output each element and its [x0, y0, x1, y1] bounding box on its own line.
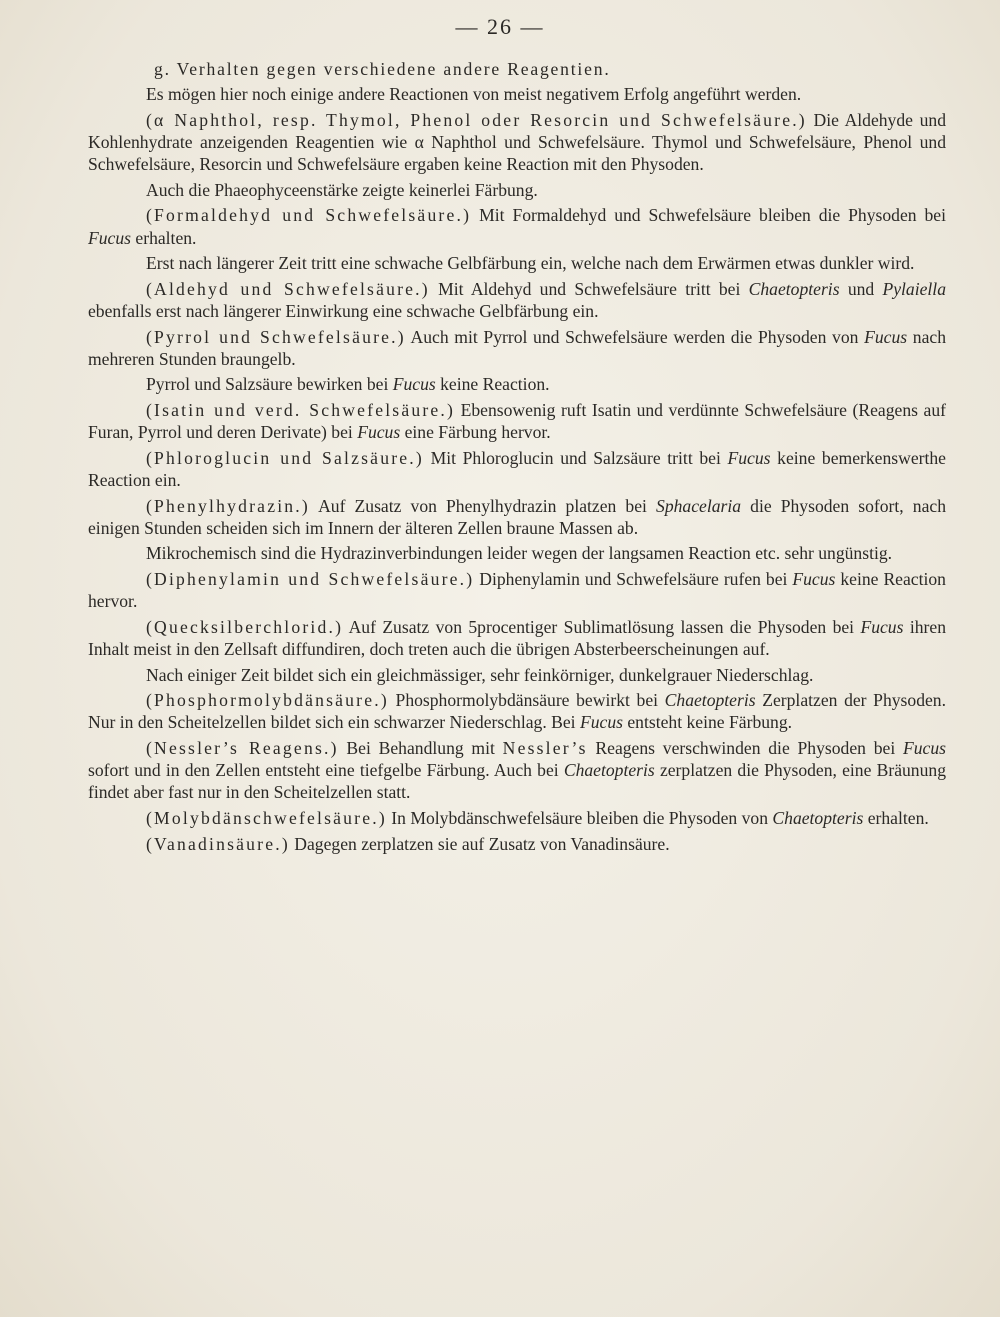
text-run: Auf Zusatz von 5procentiger Sublimatlösung lassen die Physoden bei — [343, 616, 861, 637]
italic-term: Chaetopteris — [664, 690, 756, 711]
text-run: Es mögen hier noch einige andere Reactionen von meist negativem Erfolg angeführt werden. — [146, 84, 802, 105]
reagent-label: (α Naphthol, resp. Thymol, Phenol oder Resorcin und Schwefelsäure.) — [146, 109, 807, 130]
page-body — [88, 58, 946, 858]
italic-term: Chaetopteris — [563, 760, 655, 781]
text-run: Nach einiger Zeit bildet sich ein gleichmässiger, sehr feinkörniger, dunkelgrauer Niederschlag. — [146, 664, 814, 685]
text-run: Erst nach längerer Zeit tritt eine schwache Gelbfärbung ein, welche nach dem Erwärmen etwas dunkler wird. — [146, 253, 915, 274]
paragraph — [88, 807, 946, 829]
paragraph — [88, 737, 946, 804]
paragraph — [88, 568, 946, 612]
text-run: Auch die Phaeophyceenstärke zeigte keinerlei Färbung. — [146, 179, 538, 200]
text-run: eine Färbung hervor. — [400, 422, 551, 443]
text-run: keine Reaction hervor. — [88, 568, 946, 612]
text-run: Mikrochemisch sind die Hydrazinverbindungen leider wegen der langsamen Reaction etc. sehr ungünstig. — [146, 543, 893, 564]
text-run: sofort und in den Zellen entsteht eine tiefgelbe Färbung. Auch bei — [88, 760, 564, 781]
paragraph — [88, 689, 946, 733]
text-run: Diphenylamin und Schwefelsäure rufen bei — [474, 568, 793, 589]
reagent-label: (Nessler’s Reagens.) — [146, 737, 339, 758]
text-run: Die Aldehyde und Kohlenhydrate anzeigenden Reagentien wie α Naphthol und Schwefelsäure. Thymol und Schwefelsäure, Phenol und Schwefelsäure, Resorcin und Schwefelsäure ergaben keine Reaction mit den Physoden. — [88, 109, 946, 175]
text-run: Bei Behandlung mit — [338, 737, 503, 758]
italic-term: Chaetopteris — [748, 278, 840, 299]
reagent-label: (Isatin und verd. Schwefelsäure.) — [146, 399, 456, 420]
italic-term: Chaetopteris — [772, 807, 864, 828]
paragraph — [88, 833, 946, 855]
page-number: — 26 — — [455, 14, 545, 39]
italic-term: Fucus — [88, 227, 131, 248]
paragraph — [88, 542, 946, 564]
reagent-label: (Phenylhydrazin.) — [146, 495, 310, 516]
text-run: Pyrrol und Salzsäure bewirken bei — [146, 374, 393, 395]
italic-term: Fucus — [727, 447, 771, 468]
italic-term: Fucus — [903, 737, 946, 758]
reagent-label: (Phloroglucin und Salzsäure.) — [146, 447, 424, 468]
text-run: nach mehreren Stunden braungelb. — [88, 326, 946, 369]
text-run: erhalten. — [863, 807, 929, 828]
italic-term: Fucus — [357, 422, 401, 443]
paragraph — [88, 373, 946, 395]
reagent-label: (Vanadinsäure.) — [146, 833, 290, 854]
reagent-label: (Diphenylamin und Schwefelsäure.) — [146, 568, 475, 589]
text-run: ihren Inhalt meist in den Zellsaft diffundiren, doch treten auch die übrigen Absterbeerscheinungen auf. — [88, 616, 946, 659]
paragraph — [88, 399, 946, 443]
reagent-label: (Pyrrol und Schwefelsäure.) — [146, 326, 406, 347]
text-run: und — [839, 278, 883, 299]
text-run: keine bemerkenswerthe Reaction ein. — [88, 447, 946, 490]
reagent-label: Nessler’s — [502, 737, 588, 758]
text-run: keine Reaction. — [435, 374, 550, 395]
reagent-label: (Quecksilberchlorid.) — [146, 616, 344, 637]
section-heading: g. Verhalten gegen verschiedene andere Reagentien. — [154, 59, 611, 79]
paragraph — [88, 447, 946, 491]
italic-term: Fucus — [792, 568, 836, 589]
reagent-label: (Formaldehyd und Schwefelsäure.) — [146, 205, 472, 226]
paragraph — [88, 179, 946, 201]
text-run: Ebensowenig ruft Isatin und verdünnte Schwefelsäure (Reagens auf Furan, Pyrrol und deren Derivate) bei — [88, 399, 947, 443]
paragraph — [88, 495, 946, 539]
italic-term: Sphacelaria — [656, 495, 742, 516]
text-run: In Molybdänschwefelsäure bleiben die Physoden von — [386, 807, 773, 828]
italic-term: Pylaiella — [882, 278, 946, 299]
paragraph — [88, 252, 946, 274]
italic-term: Fucus — [864, 326, 908, 347]
text-run: Dagegen zerplatzen sie auf Zusatz von Vanadinsäure. — [289, 833, 670, 854]
paragraph — [88, 326, 946, 370]
paragraph — [88, 204, 946, 248]
text-run: die Physoden sofort, nach einigen Stunden scheiden sich im Innern der älteren Zellen braune Massen ab. — [88, 495, 947, 538]
paragraph — [88, 109, 946, 176]
paragraph — [88, 616, 946, 660]
paragraph-list — [88, 83, 946, 855]
text-run: ebenfalls erst nach längerer Einwirkung eine schwache Gelbfärbung ein. — [88, 300, 599, 321]
italic-term: Fucus — [392, 374, 436, 395]
text-run: erhalten. — [131, 227, 197, 248]
paragraph — [88, 83, 946, 105]
text-run: Auf Zusatz von Phenylhydrazin platzen bei — [309, 495, 657, 516]
reagent-label: (Phosphormolybdänsäure.) — [146, 690, 389, 711]
text-run: Phosphormolybdänsäure bewirkt bei — [388, 690, 665, 711]
italic-term: Fucus — [579, 712, 623, 733]
text-run: Reagens verschwinden die Physoden bei — [587, 737, 903, 758]
text-run: Zerplatzen der Physoden. Nur in den Scheitelzellen bildet sich ein schwarzer Niederschlag. Bei — [88, 690, 947, 733]
text-run: Auch mit Pyrrol und Schwefelsäure werden die Physoden von — [405, 326, 865, 347]
paragraph — [88, 278, 946, 322]
paragraph — [88, 664, 946, 686]
text-run: zerplatzen die Physoden, eine Bräunung findet aber fast nur in den Scheitelzellen statt. — [88, 760, 946, 803]
reagent-label: (Molybdänschwefelsäure.) — [146, 807, 387, 828]
italic-term: Fucus — [860, 616, 904, 637]
text-run: entsteht keine Färbung. — [622, 712, 793, 733]
text-run: Mit Phloroglucin und Salzsäure tritt bei — [423, 447, 728, 468]
text-run: Mit Aldehyd und Schwefelsäure tritt bei — [429, 278, 749, 299]
text-run: Mit Formaldehyd und Schwefelsäure bleiben die Physoden bei — [471, 205, 946, 226]
reagent-label: (Aldehyd und Schwefelsäure.) — [146, 278, 430, 299]
